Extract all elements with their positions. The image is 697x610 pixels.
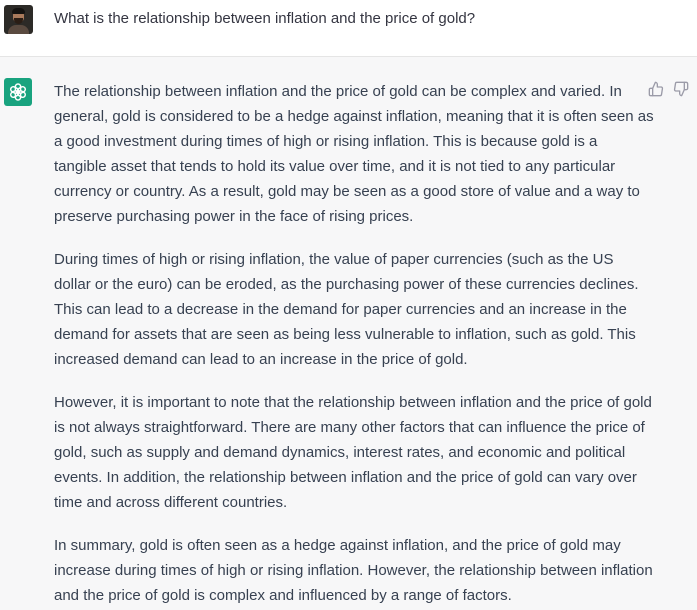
thumbs-down-icon[interactable]	[673, 81, 689, 97]
answer-paragraph-4: In summary, gold is often seen as a hedge against inflation, and the price of gold may increase during times of high or rising inflation. However, the relationship between inflation and the price of gold is complex and influenced by a range of factors.	[54, 537, 653, 604]
assistant-message	[0, 57, 697, 610]
chatgpt-logo-icon	[4, 78, 32, 106]
user-message-text: What is the relationship between inflation and the price of gold?	[54, 10, 476, 27]
user-avatar	[4, 5, 33, 34]
user-message	[0, 0, 697, 57]
answer-paragraph-1: The relationship between inflation and the price of gold can be complex and varied. In general, gold is considered to be a hedge against inflation, meaning that it is often seen as a good investment during times of high or rising inflation. This is because gold is a tangible asset that tends to hold its value over time, and it is not tied to any particular currency or country. As a result, gold may be seen as a good store of value and a way to preserve purchasing power in the face of rising prices.	[54, 83, 654, 225]
answer-paragraph-3: However, it is important to note that the relationship between inflation and the price of gold is not always straightforward. There are many other factors that can influence the price of gold, such as supply and demand dynamics, interest rates, and economic and political events. In addition, the relationship between inflation and the price of gold can vary over time and across different countries.	[54, 394, 652, 511]
assistant-answer	[54, 79, 654, 610]
answer-paragraph-2: During times of high or rising inflation, the value of paper currencies (such as the US dollar or the euro) can be eroded, as the purchasing power of these currencies declines. This can lead to a decrease in the demand for paper currencies and an increase in the demand for assets that are seen as being less vulnerable to inflation, such as gold. This increased demand can lead to an increase in the price of gold.	[54, 251, 639, 368]
